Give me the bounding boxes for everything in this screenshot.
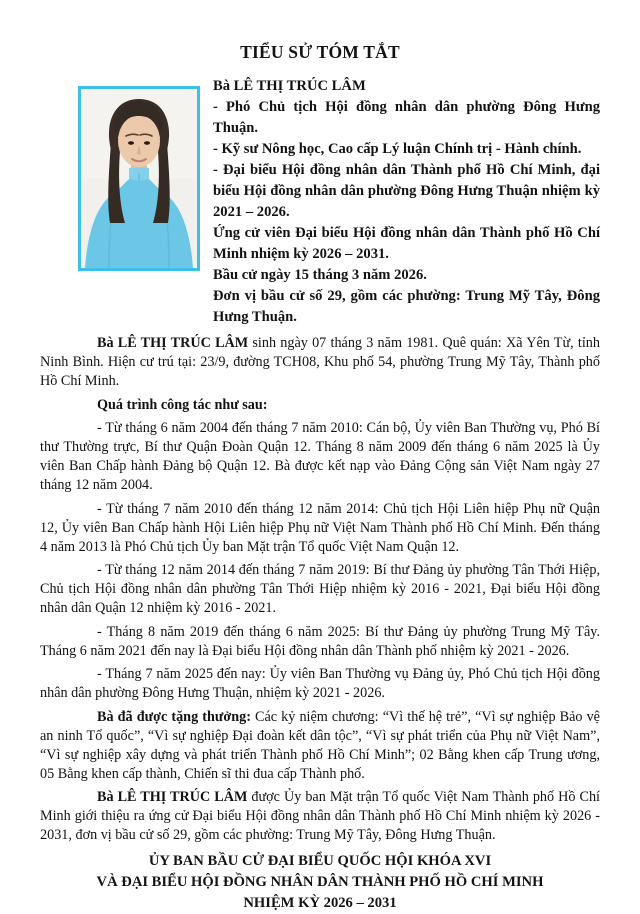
awards-lead-bold: Bà đã được tặng thưởng: xyxy=(97,708,251,725)
document-title: TIỂU SỬ TÓM TẮT xyxy=(240,42,400,62)
profile-line-education: - Kỹ sư Nông học, Cao cấp Lý luận Chính trị - Hành chính. xyxy=(213,141,582,157)
candidate-photo xyxy=(78,86,200,271)
footer-line-1: ỦY BAN BẦU CỬ ĐẠI BIỂU QUỐC HỘI KHÓA XVI xyxy=(148,853,492,869)
header-section xyxy=(40,76,600,328)
nomination-paragraph xyxy=(40,788,600,845)
intro-rest-text: sinh ngày 07 tháng 3 năm 1981. Quê quán: Xã Yên Từ, tỉnh Ninh Bình. Hiện cư trú tại: 23/9, đường TCH08, Khu phố 54, phường Trung Mỹ Tây, Thành phố Hồ Chí Minh. xyxy=(40,335,600,389)
nomination-rest-text: được Ủy ban Mặt trận Tổ quốc Việt Nam Thành phố Hồ Chí Minh giới thiệu ra ứng cử Đại biểu Hội đồng nhân dân Thành phố Hồ Chí Minh nhiệm kỳ 2026 - 2031, đơn vị bầu cử số 29, gồm các phường: Trung Mỹ Tây, Đông Hưng Thuận. xyxy=(40,789,600,843)
candidate-name: Bà LÊ THỊ TRÚC LÂM xyxy=(213,78,366,94)
career-heading: Quá trình công tác như sau: xyxy=(97,396,268,413)
footer-line-2: VÀ ĐẠI BIỂU HỘI ĐỒNG NHÂN DÂN THÀNH PHỐ HỒ CHÍ MINH xyxy=(96,874,544,890)
portrait-illustration xyxy=(81,89,197,268)
career-item: - Từ tháng 7 năm 2010 đến tháng 12 năm 2014: Chủ tịch Hội Liên hiệp Phụ nữ Quận 12, Ủy viên Ban Chấp hành Hội Liên hiệp Phụ nữ Việt Nam Thành phố Hồ Chí Minh. Đến tháng 4 năm 2013 là Phó Chủ tịch Ủy ban Mặt trận Tổ quốc Việt Nam Quận 12. xyxy=(40,500,600,555)
career-item: - Tháng 7 năm 2025 đến nay: Ủy viên Ban Thường vụ Đảng ủy, Phó Chủ tịch Hội đồng nhân dân phường Đông Hưng Thuận, nhiệm kỳ 2021 - 2026. xyxy=(40,666,600,701)
career-item: - Tháng 8 năm 2019 đến tháng 6 năm 2025: Bí thư Đảng ủy phường Trung Mỹ Tây. Tháng 6 năm 2021 đến nay là Đại biểu Hội đồng nhân dân Thành phố nhiệm kỳ 2021 - 2026. xyxy=(40,623,600,659)
awards-paragraph xyxy=(40,708,600,784)
career-item: - Từ tháng 12 năm 2014 đến tháng 7 năm 2019: Bí thư Đảng ủy phường Tân Thới Hiệp, Chủ tịch Hội đồng nhân dân phường Tân Thới Hiệp nhiệm kỳ 2016 - 2021, Đại biểu Hội đồng nhân dân Quận 12 nhiệm kỳ 2016 - 2021. xyxy=(40,562,600,616)
profile-line-constituency: Đơn vị bầu cử số 29, gồm các phường: Trung Mỹ Tây, Đông Hưng Thuận. xyxy=(213,288,600,325)
biography-body xyxy=(40,334,600,845)
intro-name-bold: Bà LÊ THỊ TRÚC LÂM xyxy=(97,335,249,351)
profile-summary xyxy=(213,76,600,328)
profile-line-election-date: Bầu cử ngày 15 tháng 3 năm 2026. xyxy=(213,267,427,283)
profile-line-candidacy: Ứng cử viên Đại biểu Hội đồng nhân dân Thành phố Hồ Chí Minh nhiệm kỳ 2026 – 2031. xyxy=(213,225,600,262)
intro-paragraph xyxy=(40,334,600,391)
nomination-name-bold: Bà LÊ THỊ TRÚC LÂM xyxy=(97,789,248,805)
profile-line-delegate: - Đại biểu Hội đồng nhân dân Thành phố Hồ Chí Minh, đại biểu Hội đồng nhân dân phường Đông Hưng Thuận nhiệm kỳ 2021 – 2026. xyxy=(213,162,600,220)
profile-line-position: - Phó Chủ tịch Hội đồng nhân dân phường Đông Hưng Thuận. xyxy=(213,99,600,136)
footer-line-3: NHIỆM KỲ 2026 – 2031 xyxy=(243,895,397,911)
career-item: - Từ tháng 6 năm 2004 đến tháng 7 năm 2010: Cán bộ, Ủy viên Ban Thường vụ, Phó Bí thư Thường trực, Bí thư Quận Đoàn Quận 12. Tháng 8 năm 2009 đến tháng 6 năm 2025 là Ủy viên Ban Chấp hành Đảng bộ Quận 12. Bà được kết nạp vào Đảng Cộng sản Việt Nam ngày 27 tháng 12 năm 2004. xyxy=(40,420,600,493)
awards-rest-text: Các kỷ niệm chương: “Vì thế hệ trẻ”, “Vì sự nghiệp Bảo vệ an ninh Tổ quốc”, “Vì sự nghiệp Đại đoàn kết dân tộc”, “Vì sự phát triển của Phụ nữ Việt Nam”, “Vì sự nghiệp xây dựng và phát triển Thành phố Hồ Chí Minh”; 02 Bằng khen cấp Trung ương, 05 Bằng khen cấp thành, Chiến sĩ thi đua cấp Thành phố. xyxy=(40,708,600,782)
